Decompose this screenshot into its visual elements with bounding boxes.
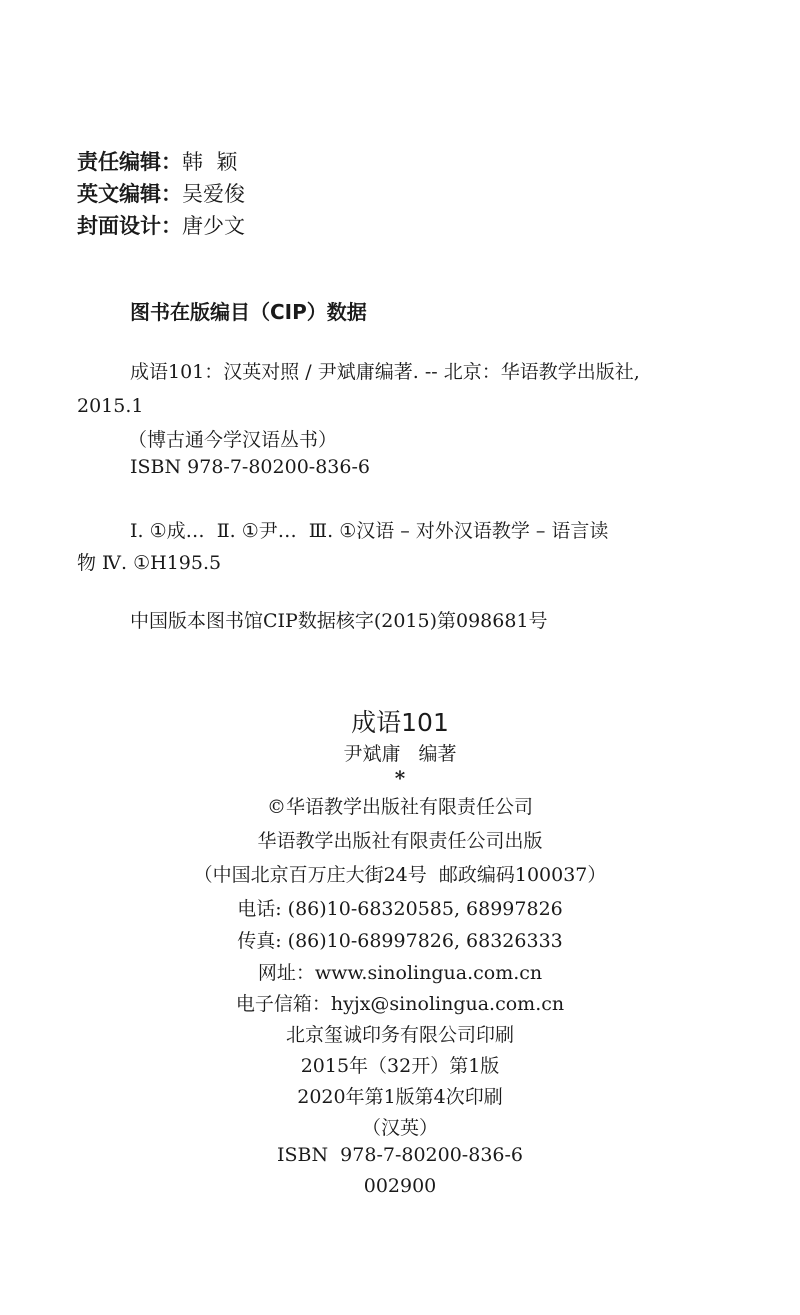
book-title: 成语101 bbox=[351, 708, 449, 737]
cip-line: Ⅰ. ①成… Ⅱ. ①尹… Ⅲ. ①汉语 – 对外汉语教学 – 语言读 bbox=[130, 520, 609, 542]
imprint-separator: * bbox=[394, 766, 406, 790]
cip-line: （博古通今学汉语丛书） bbox=[128, 429, 338, 451]
credit-label: 责任编辑： bbox=[77, 150, 182, 174]
imprint-line: 电子信箱：hyjx@sinolingua.com.cn bbox=[235, 993, 565, 1015]
cip-line: 2015.1 bbox=[77, 395, 144, 417]
credit-cover-design bbox=[77, 210, 245, 240]
imprint-line: 电话: (86)10-68320585, 68997826 bbox=[237, 898, 563, 920]
imprint-line: 华语教学出版社有限责任公司出版 bbox=[257, 830, 543, 852]
imprint-line: 北京玺诚印务有限公司印刷 bbox=[285, 1024, 514, 1046]
imprint-line: ©华语教学出版社有限责任公司 bbox=[266, 796, 533, 818]
imprint-line: 2015年（32开）第1版 bbox=[300, 1055, 500, 1077]
cip-line: 物 Ⅳ. ①H195.5 bbox=[77, 552, 222, 574]
credit-label: 英文编辑： bbox=[77, 182, 182, 206]
imprint-line: 网址：www.sinolingua.com.cn bbox=[257, 962, 543, 984]
cip-number-line: 中国版本图书馆CIP数据核字(2015)第098681号 bbox=[130, 610, 548, 632]
imprint-line: 2020年第1版第4次印刷 bbox=[297, 1086, 503, 1108]
imprint-line: ISBN 978-7-80200-836-6 bbox=[276, 1144, 524, 1166]
credit-value: 唐少文 bbox=[182, 214, 245, 238]
credit-editor bbox=[77, 146, 237, 176]
imprint-line: （中国北京百万庄大街24号 邮政编码100037） bbox=[193, 864, 607, 886]
imprint-line: 002900 bbox=[363, 1175, 437, 1197]
imprint-line: 传真: (86)10-68997826, 68326333 bbox=[237, 930, 563, 952]
cip-line: 成语101：汉英对照 / 尹斌庸编著. -- 北京：华语教学出版社, bbox=[130, 361, 640, 383]
credit-value: 吴爱俊 bbox=[182, 182, 245, 206]
cip-line: ISBN 978-7-80200-836-6 bbox=[130, 456, 370, 478]
cip-heading: 图书在版编目（CIP）数据 bbox=[130, 300, 367, 324]
imprint-line: （汉英） bbox=[361, 1117, 438, 1139]
credit-english-editor bbox=[77, 178, 245, 208]
credit-value: 韩 颖 bbox=[182, 150, 238, 174]
book-author: 尹斌庸 编著 bbox=[343, 743, 457, 765]
credit-label: 封面设计： bbox=[77, 214, 182, 238]
